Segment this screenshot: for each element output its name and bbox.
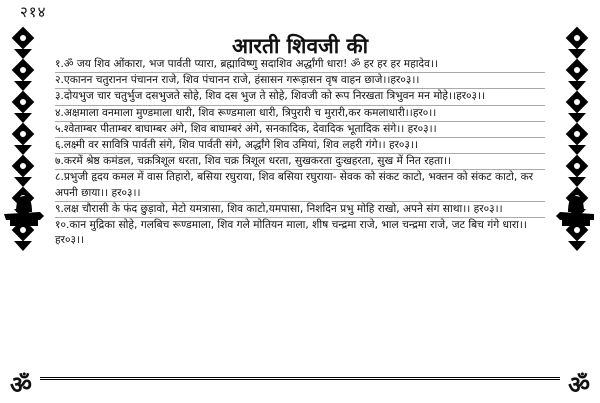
border-spike-icon [14, 177, 32, 187]
ornamental-diamond-icon [566, 91, 589, 114]
verse: ६.लक्ष्मी वर सावित्रि पार्वती संगे, शिव पार्वती संगे, अर्द्धांगे शिव उमियां, शिव लहरी गंगे।। हर०३।। [55, 137, 545, 153]
ornamental-diamond-icon [566, 59, 589, 82]
border-spike-icon [568, 81, 586, 91]
shivling-icon [2, 190, 46, 230]
ornamental-diamond-icon [12, 27, 35, 50]
verse: ८.प्रभुजी हृदय कमल में वास तिहारो, बसिया रघुराया, शिव बसिया रघुराया- सेवक को संकट काटो, भक्तन को संकट काटो, कर अपनी छाया।। हर०३।। [55, 169, 545, 200]
border-spike-icon [14, 81, 32, 91]
om-icon: ॐ [568, 371, 590, 399]
border-spike-icon [568, 177, 586, 187]
verse: १०.कान मुद्रिका सोहे, गलबिच रूण्डमाला, शिव गले मोतियन माला, शीष चन्द्रमा राजे, भाल चन्द्रमा राजे, जट बिच गंगे धारा।।हर०३।। [55, 217, 545, 248]
border-spike-icon [568, 241, 586, 251]
border-spike-icon [568, 145, 586, 155]
ornamental-diamond-icon [566, 123, 589, 146]
aarti-verses [55, 57, 545, 248]
border-spike-icon [14, 145, 32, 155]
border-spike-icon [14, 49, 32, 59]
ornamental-diamond-icon [12, 155, 35, 178]
border-spike-icon [568, 113, 586, 123]
ornamental-diamond-icon [12, 123, 35, 146]
border-spike-icon [14, 241, 32, 251]
ornamental-diamond-icon [566, 27, 589, 50]
verse: ७.करमें श्रेष्ठ कमंडल, चक्रत्रिशूल धरता, शिव चक्र त्रिशूल धरता, सुखकरता दुःखहरता, सुख में नित रहता।। [55, 153, 545, 169]
bottom-border-rule [40, 377, 560, 380]
verse: १.ॐ जय शिव ओंकारा, भज पार्वती प्यारा, ब्रह्माविष्णु सदाशिव अर्द्धांगी धारा! ॐ हर हर हर महादेव।। [55, 58, 439, 70]
border-spike-icon [14, 113, 32, 123]
shivling-icon [554, 190, 598, 230]
ornamental-diamond-icon [566, 155, 589, 178]
verse: ९.लक्ष चौरासी के फंद छुड़ावो, मेटो यमत्रासा, शिव काटो,यमपासा, निशदिन प्रभु मोहि राखो, अपने संग साथा।। हर०३।। [55, 201, 545, 217]
ornamental-diamond-icon [12, 59, 35, 82]
verse: २.एकानन चतुरानन पंचानन राजे, शिव पंचानन राजे, हंसासन गरूड़ासन वृष वाहन छाजे।।हर०३।। [55, 72, 545, 88]
border-spike-icon [568, 49, 586, 59]
page-number: २१४ [20, 3, 47, 21]
verse: ४.अक्षमाला वनमाला मुण्डमाला धारी, शिव रूण्डमाला धारी, त्रिपुरारी च मुरारी,कर कमलाधारी।।हर०।। [55, 105, 545, 121]
ornamental-diamond-icon [12, 91, 35, 114]
verse: ५.श्वेताम्बर पीताम्बर बाघाम्बर अंगे, शिव बाघाम्बरं अंगे, सनकादिक, देवादिक भूतादिक संगे।। हर०३।। [55, 121, 545, 137]
page-title: आरती शिवजी की [231, 34, 369, 58]
verse: ३.दोयभुज चार चतुर्भुज दसभुजते सोहे, शिव दस भुज ते सोहे, शिवजी को रूप निरखता त्रिभुवन मन मोहे।।हर०३।। [55, 88, 545, 104]
om-icon: ॐ [10, 371, 32, 399]
